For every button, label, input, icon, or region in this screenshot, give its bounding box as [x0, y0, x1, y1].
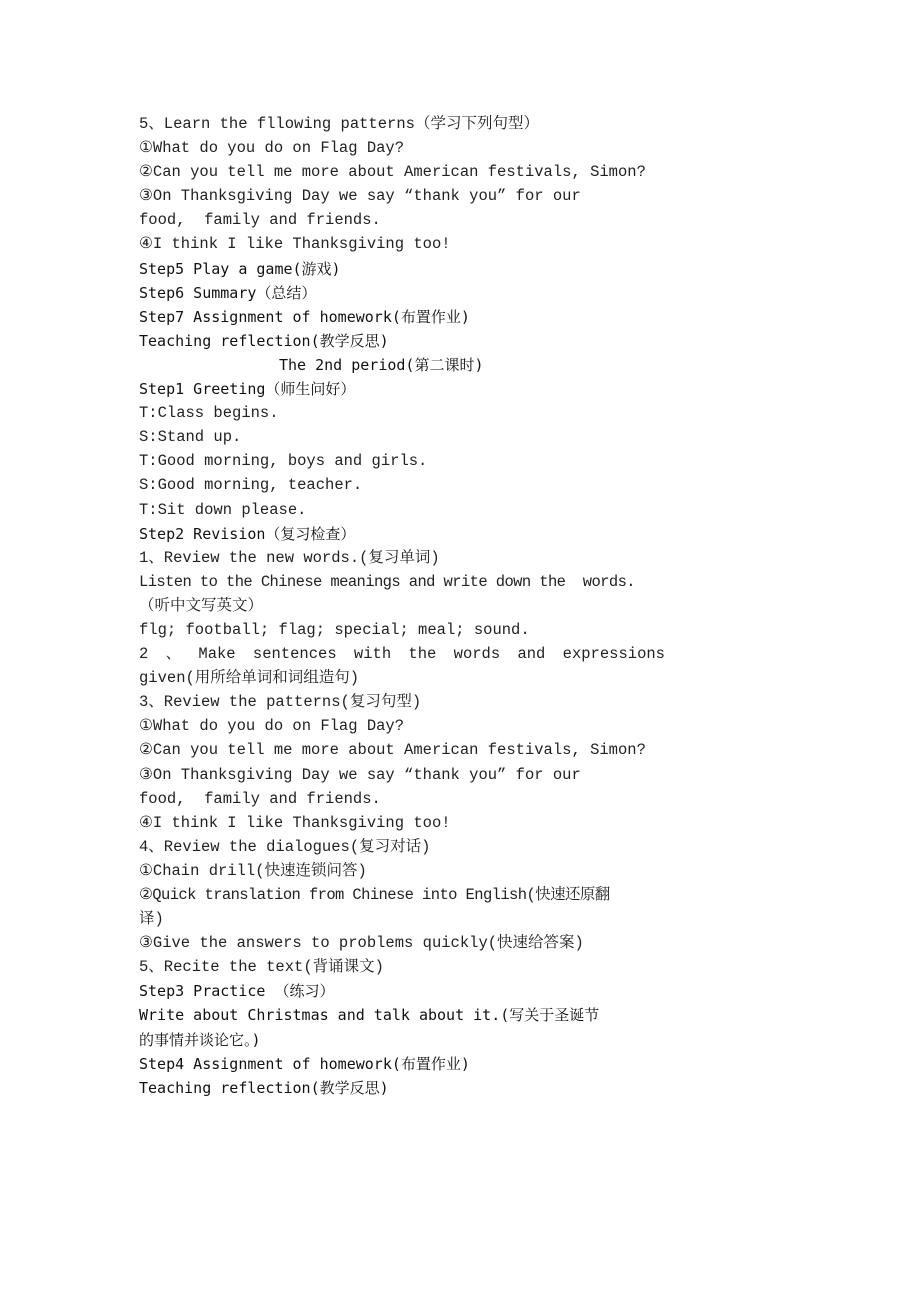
quick-translation-item: ②Quick translation from Chinese into English(快速还原翻: [139, 886, 610, 904]
practice-instruction-continued: 的事情并谈论它。): [139, 1030, 261, 1049]
dialogue-line: T:Class begins.: [139, 404, 279, 423]
quick-translation-continued: 译): [139, 910, 164, 929]
pattern-4: ④I think I like Thanksgiving too!: [139, 235, 451, 254]
pattern-3-continued: food, family and friends.: [139, 211, 381, 230]
teaching-reflection-heading: Teaching reflection(教学反思): [139, 1078, 389, 1097]
dialogue-line: S:Good morning, teacher.: [139, 476, 363, 495]
dialogue-line: S:Stand up.: [139, 428, 242, 447]
pattern-3: ③On Thanksgiving Day we say “thank you” for our: [139, 187, 581, 206]
pattern-2: ②Can you tell me more about American festivals, Simon?: [139, 741, 646, 760]
chain-drill-item: ①Chain drill(快速连锁问答): [139, 861, 367, 880]
practice-instruction: Write about Christmas and talk about it.(写关于圣诞节: [139, 1006, 600, 1025]
step7-heading: Step7 Assignment of homework(布置作业): [139, 307, 470, 326]
listen-instruction-cn: （听中文写英文）: [139, 596, 264, 615]
dialogue-line: T:Good morning, boys and girls.: [139, 452, 428, 471]
dialogue-line: T:Sit down please.: [139, 500, 307, 519]
pattern-1: ①What do you do on Flag Day?: [139, 717, 405, 736]
learn-patterns-heading: 5、Learn the fllowing patterns（学习下列句型）: [139, 115, 539, 133]
recite-text-item: 5、Recite the text(背诵课文): [139, 958, 384, 977]
step6-heading: Step6 Summary（总结）: [139, 283, 317, 302]
step4-homework-heading: Step4 Assignment of homework(布置作业): [139, 1054, 470, 1073]
pattern-2: ②Can you tell me more about American festivals, Simon?: [139, 163, 646, 182]
review-patterns-item: 3、Review the patterns(复习句型): [139, 693, 422, 712]
teaching-reflection-heading: Teaching reflection(教学反思): [139, 331, 389, 350]
pattern-4: ④I think I like Thanksgiving too!: [139, 813, 451, 832]
make-sentences-continued: given(用所给单词和词组造句): [139, 669, 360, 688]
review-words-item: 1、Review the new words.(复习单词): [139, 548, 440, 567]
word-list: flg; football; flag; special; meal; sound.: [139, 620, 530, 639]
make-sentences-item: 2 、 Make sentences with the words and expressions: [139, 645, 665, 664]
pattern-1: ①What do you do on Flag Day?: [139, 139, 405, 158]
document-page: [139, 112, 665, 1100]
step5-heading: Step5 Play a game(游戏): [139, 259, 341, 278]
second-period-title: The 2nd period(第二课时): [279, 355, 484, 374]
review-dialogues-item: 4、Review the dialogues(复习对话): [139, 837, 431, 856]
give-answers-item: ③Give the answers to problems quickly(快速给答案): [139, 934, 584, 953]
pattern-3-continued: food, family and friends.: [139, 789, 381, 808]
step3-practice-heading: Step3 Practice （练习）: [139, 982, 335, 1001]
pattern-3: ③On Thanksgiving Day we say “thank you” for our: [139, 765, 581, 784]
step2-revision-heading: Step2 Revision（复习检查）: [139, 524, 356, 543]
step1-greeting-heading: Step1 Greeting（师生问好）: [139, 380, 356, 399]
listen-instruction: Listen to the Chinese meanings and write down the words.: [139, 572, 635, 591]
